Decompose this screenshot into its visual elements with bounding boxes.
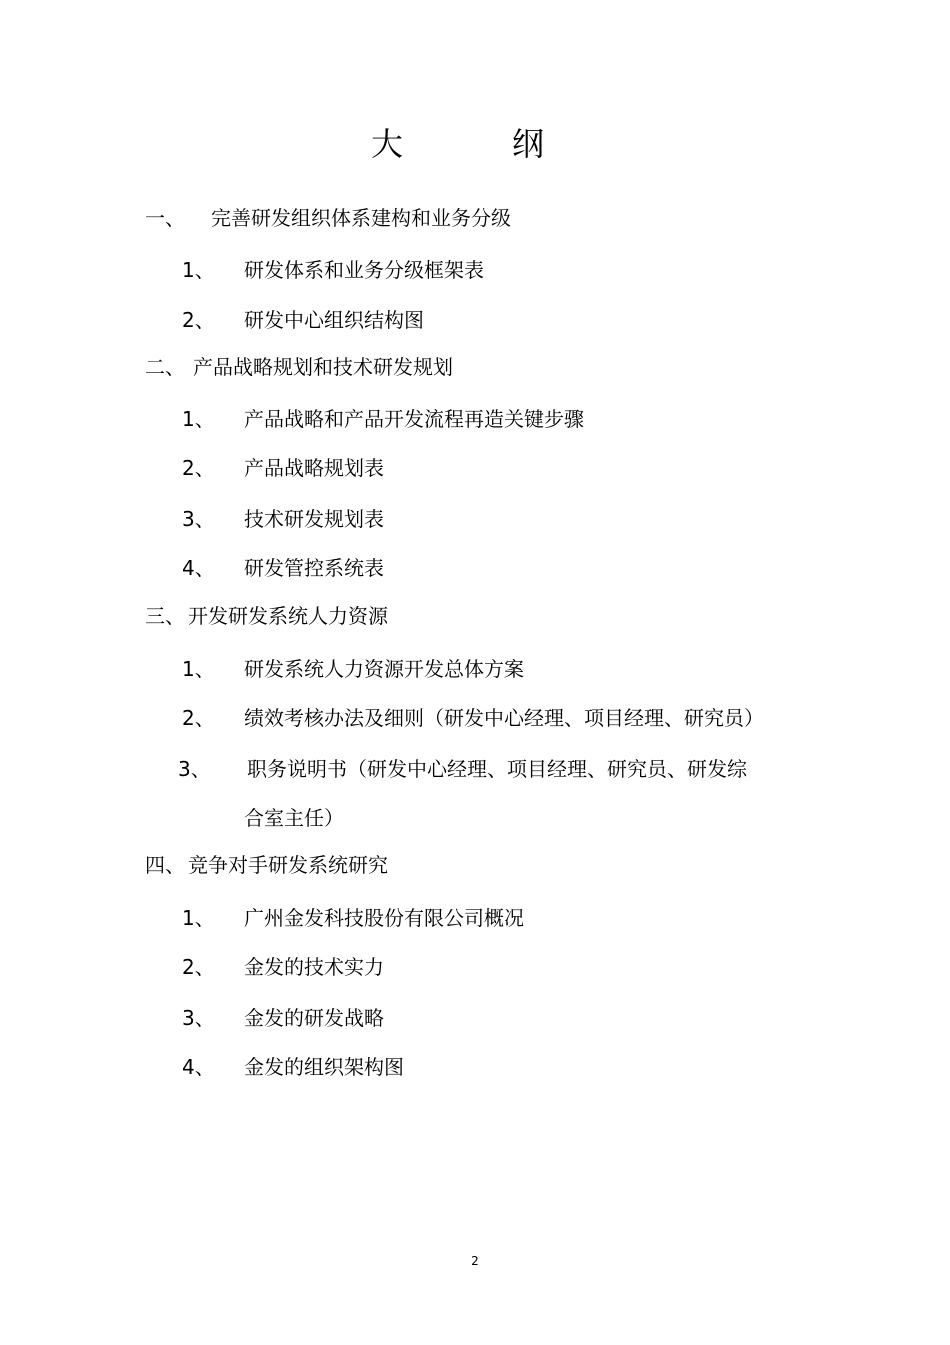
item-marker: 1、 (182, 407, 215, 431)
item-text: 研发管控系统表 (244, 556, 384, 580)
item-text: 职务说明书（研发中心经理、项目经理、研究员、研发综 (247, 757, 747, 781)
page-number: 2 (471, 1254, 479, 1268)
section-title: 竞争对手研发系统研究 (188, 853, 388, 877)
item-text: 产品战略规划表 (244, 456, 384, 480)
section-marker: 四、 (145, 853, 185, 877)
item-text: 技术研发规划表 (244, 507, 384, 531)
item-text: 研发系统人力资源开发总体方案 (244, 657, 524, 681)
item-text: 金发的组织架构图 (244, 1055, 404, 1079)
section-title: 完善研发组织体系建构和业务分级 (211, 206, 511, 230)
item-marker: 3、 (182, 1006, 215, 1030)
item-text: 研发体系和业务分级框架表 (244, 258, 484, 282)
item-marker: 1、 (182, 906, 215, 930)
item-text: 金发的技术实力 (244, 955, 384, 979)
section-marker: 二、 (145, 355, 185, 379)
item-marker: 2、 (182, 308, 215, 332)
section-marker: 三、 (145, 604, 185, 628)
title-char-1: 大 (371, 125, 404, 163)
document-title (0, 122, 950, 170)
item-marker: 2、 (182, 706, 215, 730)
item-marker: 2、 (182, 955, 215, 979)
item-text: 广州金发科技股份有限公司概况 (244, 906, 524, 930)
section-title: 开发研发系统人力资源 (188, 604, 388, 628)
item-text: 产品战略和产品开发流程再造关键步骤 (244, 407, 584, 431)
item-marker: 4、 (182, 1055, 215, 1079)
section-title: 产品战略规划和技术研发规划 (193, 355, 453, 379)
item-marker: 1、 (182, 258, 215, 282)
item-marker: 3、 (178, 757, 211, 781)
title-char-2: 纲 (512, 125, 545, 163)
item-marker: 4、 (182, 556, 215, 580)
item-text: 研发中心组织结构图 (244, 308, 424, 332)
item-marker: 3、 (182, 507, 215, 531)
item-text: 金发的研发战略 (244, 1006, 384, 1030)
item-text-continuation: 合室主任） (244, 806, 344, 830)
item-marker: 2、 (182, 456, 215, 480)
item-text: 绩效考核办法及细则（研发中心经理、项目经理、研究员） (244, 706, 764, 730)
item-marker: 1、 (182, 657, 215, 681)
section-marker: 一、 (145, 206, 185, 230)
